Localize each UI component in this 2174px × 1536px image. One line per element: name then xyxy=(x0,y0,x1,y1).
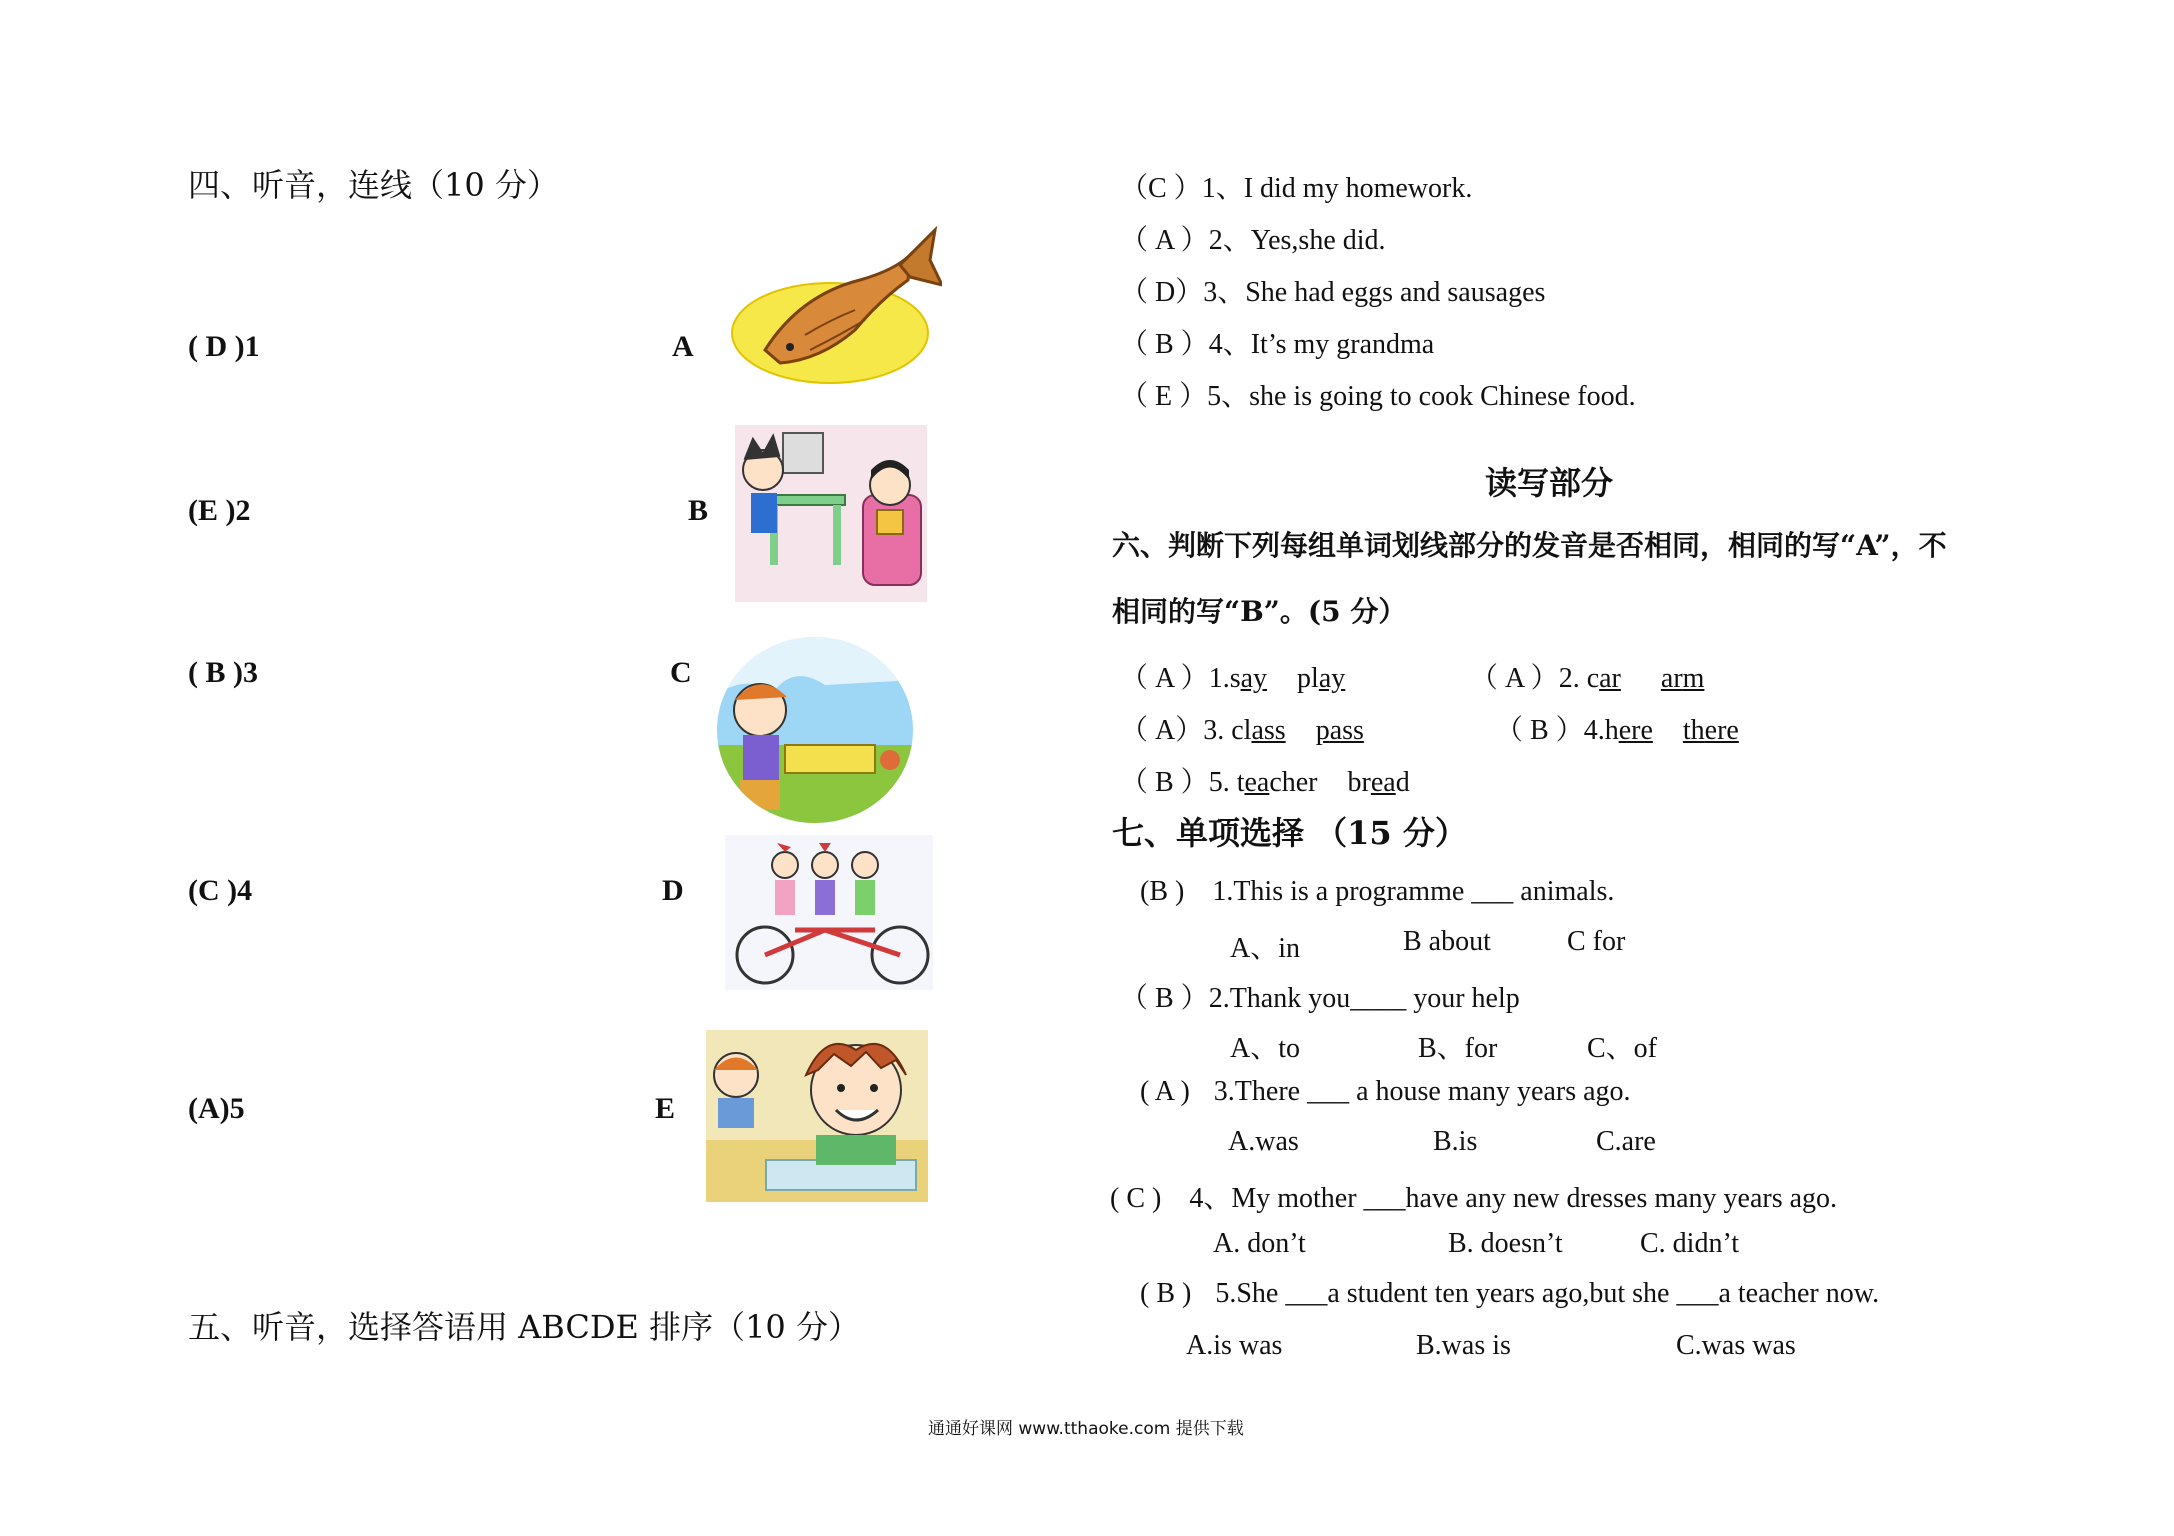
mc-option-4c: C. didn’t xyxy=(1640,1228,1740,1259)
match-letter-e: E xyxy=(655,1092,676,1125)
underlined-part: ea xyxy=(1244,767,1270,798)
underlined-part: ere xyxy=(1704,715,1739,746)
mc-question-4 xyxy=(1110,1176,1837,1216)
section6-title-line2: 相同的写“B”。(5 分） xyxy=(1112,595,1407,628)
fish-on-plate-image xyxy=(730,225,942,387)
answer-paren: （ B ） xyxy=(1120,329,1209,360)
match-letter-a: A xyxy=(672,330,694,363)
mc-option-1a: A、in xyxy=(1230,933,1301,964)
word-part: m xyxy=(1682,663,1705,694)
answer-paren: （ A ） xyxy=(1120,225,1209,256)
question-text: 4、My mother ___have any new dresses many years ago. xyxy=(1189,1183,1838,1214)
match-letter-c: C xyxy=(670,656,692,689)
section5-title: 五、听音，选择答语用 ABCDE 排序（10 分） xyxy=(188,1308,860,1346)
phonics-question-2 xyxy=(1470,656,1704,696)
reading-writing-title: 读写部分 xyxy=(1485,464,1614,502)
word-part: br xyxy=(1347,767,1371,798)
question-text: 3.There ___ a house many years ago. xyxy=(1213,1076,1631,1107)
section6-title-line1: 六、判断下列每组单词划线部分的发音是否相同，相同的写“A”，不 xyxy=(1112,529,1947,562)
word-part: 1.s xyxy=(1208,663,1241,694)
word-part: 2. c xyxy=(1558,663,1600,694)
boy-at-desk-image xyxy=(706,1030,928,1202)
word-part: d xyxy=(1395,767,1410,798)
match-letter-d: D xyxy=(662,874,684,907)
underlined-part: ay xyxy=(1318,663,1346,694)
section5-answer-3 xyxy=(1120,270,1545,310)
mc-question-5 xyxy=(1140,1278,1879,1310)
match-answer-1: ( D )1 xyxy=(188,330,260,363)
section5-answer-4 xyxy=(1120,322,1434,362)
answer-paren: （ B ） xyxy=(1120,767,1209,798)
word-part: 4.h xyxy=(1583,715,1619,746)
answer-paren: （ A） xyxy=(1120,715,1204,746)
mc-option-5c: C.was was xyxy=(1676,1330,1796,1361)
answer-text: 5、she is going to cook Chinese food. xyxy=(1207,381,1636,412)
answer-paren: (B ) xyxy=(1140,876,1185,907)
section7-title: 七、单项选择 （15 分） xyxy=(1112,814,1467,852)
mc-question-1 xyxy=(1140,876,1614,908)
word-part: th xyxy=(1682,715,1705,746)
question-text: 2.Thank you____ your help xyxy=(1208,983,1520,1014)
word-part: 3. cl xyxy=(1203,715,1252,746)
mc-option-2a: A、to xyxy=(1230,1033,1301,1064)
answer-text: 3、She had eggs and sausages xyxy=(1203,277,1546,308)
underlined-part: ea xyxy=(1370,767,1396,798)
mc-option-3c: C.are xyxy=(1596,1126,1656,1157)
section5-answer-1 xyxy=(1120,166,1472,206)
mc-option-1b: B about xyxy=(1403,926,1491,957)
answer-paren: （ E ） xyxy=(1120,381,1208,412)
word-part: 5. t xyxy=(1208,767,1245,798)
mc-option-2c: C、of xyxy=(1587,1033,1658,1064)
mc-question-2 xyxy=(1120,976,1520,1016)
section5-answer-5 xyxy=(1120,374,1636,414)
phonics-question-3 xyxy=(1120,708,1364,748)
mc-option-1c: C for xyxy=(1567,926,1626,957)
answer-text: 4、It’s my grandma xyxy=(1208,329,1435,360)
answer-paren: （ A ） xyxy=(1120,663,1209,694)
kids-computer-reading-image xyxy=(735,425,927,602)
match-answer-2: (E )2 xyxy=(188,494,251,527)
mc-option-5b: B.was is xyxy=(1416,1330,1511,1361)
mc-option-3a: A.was xyxy=(1228,1126,1299,1157)
answer-text: 2、Yes,she did. xyxy=(1208,225,1386,256)
phonics-question-4 xyxy=(1495,708,1739,748)
question-text: 5.She ___a student ten years ago,but she ___a teacher now. xyxy=(1215,1278,1880,1309)
section4-title: 四、听音，连线（10 分） xyxy=(188,166,559,204)
answer-paren: （C ） xyxy=(1120,173,1202,204)
underlined-part: ar xyxy=(1599,663,1621,694)
word-part: p xyxy=(1315,715,1330,746)
match-answer-3: ( B )3 xyxy=(188,656,258,689)
mc-option-4b: B. doesn’t xyxy=(1448,1228,1563,1259)
page-footer: 通通好课网 www.tthaoke.com 提供下载 xyxy=(928,1419,1244,1439)
answer-text: 1、I did my homework. xyxy=(1201,173,1473,204)
kids-on-tandem-bike-image xyxy=(725,835,933,990)
answer-paren: （ B ） xyxy=(1120,983,1209,1014)
underlined-part: ere xyxy=(1618,715,1653,746)
underlined-part: ass xyxy=(1329,715,1364,746)
answer-paren: （ B ） xyxy=(1495,715,1584,746)
answer-paren: ( B ) xyxy=(1140,1278,1192,1309)
underlined-part: ass xyxy=(1251,715,1286,746)
answer-paren: ( C ) xyxy=(1110,1183,1162,1214)
match-letter-b: B xyxy=(688,494,709,527)
underlined-part: ay xyxy=(1240,663,1268,694)
word-part: pl xyxy=(1297,663,1319,694)
phonics-question-5 xyxy=(1120,760,1410,800)
answer-paren: ( A ) xyxy=(1140,1076,1190,1107)
mc-option-4a: A. don’t xyxy=(1213,1228,1306,1259)
phonics-question-1 xyxy=(1120,656,1345,696)
answer-paren: （ D） xyxy=(1120,277,1204,308)
mc-option-5a: A.is was xyxy=(1186,1330,1283,1361)
mc-option-2b: B、for xyxy=(1418,1033,1498,1064)
match-answer-5: (A)5 xyxy=(188,1092,245,1125)
mc-option-3b: B.is xyxy=(1433,1126,1478,1157)
underlined-part: ar xyxy=(1660,663,1683,694)
question-text: 1.This is a programme ___ animals. xyxy=(1212,876,1615,907)
word-part: cher xyxy=(1269,767,1318,798)
boy-in-park-image xyxy=(715,635,915,825)
answer-paren: （ A ） xyxy=(1470,663,1559,694)
section5-answer-2 xyxy=(1120,218,1386,258)
match-answer-4: (C )4 xyxy=(188,874,253,907)
mc-question-3 xyxy=(1140,1076,1631,1108)
